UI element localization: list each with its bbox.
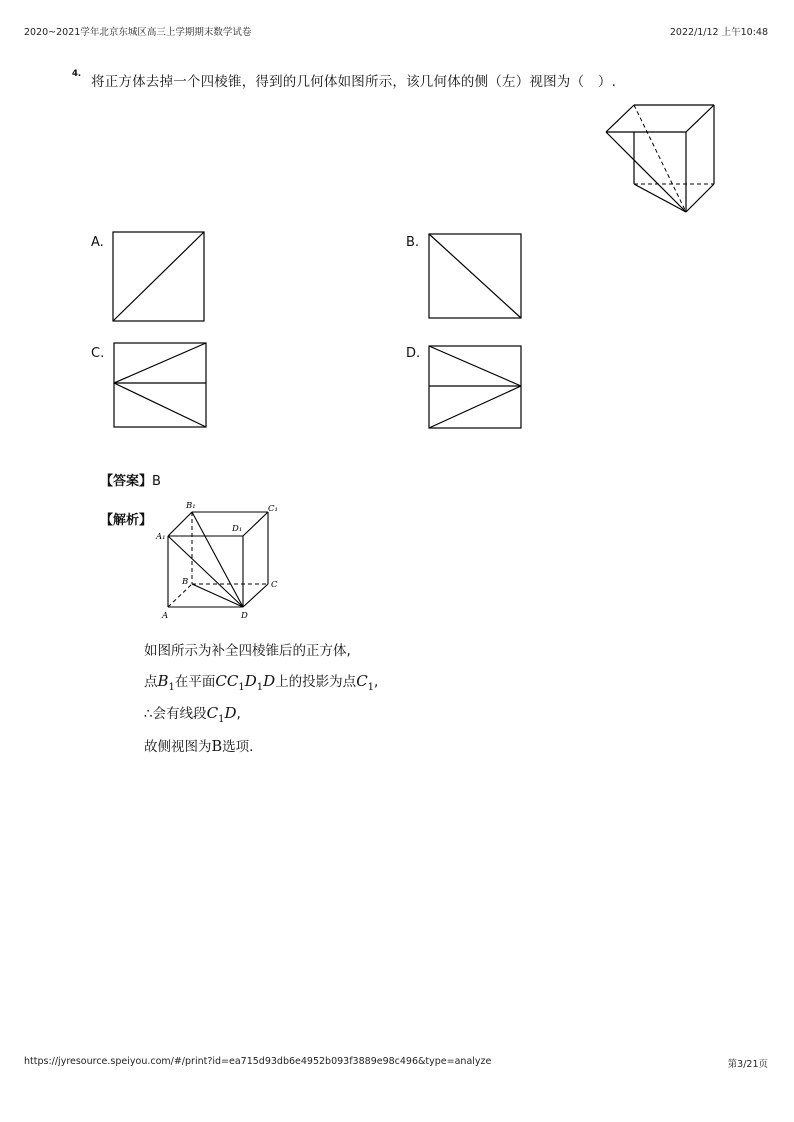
cube-label-b: B [182, 577, 189, 587]
analysis-line-3: ∴会有线段$C_1D$, [144, 704, 241, 725]
option-c-figure [113, 342, 207, 428]
cube-label-a: A [162, 611, 169, 621]
math-b1: $B_1$ [157, 672, 175, 693]
cube-label-d1: D₁ [232, 524, 243, 534]
answer-label: 【答案】 [100, 474, 153, 489]
math-c1: $C_1$ [356, 672, 375, 693]
answer-value: B [152, 474, 161, 489]
cube-label-c: C [271, 580, 278, 590]
option-b-figure [428, 233, 522, 319]
footer-url[interactable]: https://jyresource.speiyou.com/#/print?id=ea715d93db6e4952b093f3889e98c496&type=analyze [24, 1056, 492, 1067]
analysis-line-2: 点$B_1$在平面$CC_1D_1D$上的投影为点$C_1$, [144, 672, 379, 693]
analysis-line-4: 故侧视图为B选项. [144, 739, 254, 755]
question-solid-figure [600, 100, 720, 215]
page-number: 第3/21页 [727, 1059, 768, 1070]
option-c-label: C. [91, 346, 105, 361]
option-a-label: A. [91, 235, 104, 250]
option-d-figure [428, 345, 522, 429]
analysis-cube-figure [155, 500, 285, 625]
answer [100, 470, 161, 489]
question-number: 4. [72, 69, 82, 79]
print-datetime: 2022/1/12 上午10:48 [669, 27, 768, 38]
cube-label-c1: C₁ [268, 504, 278, 514]
option-d-label: D. [406, 346, 421, 361]
math-c1d: $C_1D$ [206, 704, 237, 725]
document-title: 2020~2021学年北京东城区高三上学期期末数学试卷 [24, 27, 252, 38]
cube-label-b1: B₁ [186, 501, 196, 511]
analysis-label: 【解析】 [100, 513, 153, 528]
cube-label-a1: A₁ [156, 532, 166, 542]
math-plane-cc1d1d: $CC_1D_1D$ [215, 672, 276, 693]
math-option-b: B [211, 739, 223, 755]
question-text: 将正方体去掉一个四棱锥，得到的几何体如图所示，该几何体的侧（左）视图为（ ）. [91, 74, 617, 90]
option-a-figure [112, 231, 205, 322]
analysis-line-1: 如图所示为补全四棱锥后的正方体, [144, 643, 351, 659]
cube-label-d: D [241, 611, 248, 621]
option-b-label: B. [406, 235, 420, 250]
